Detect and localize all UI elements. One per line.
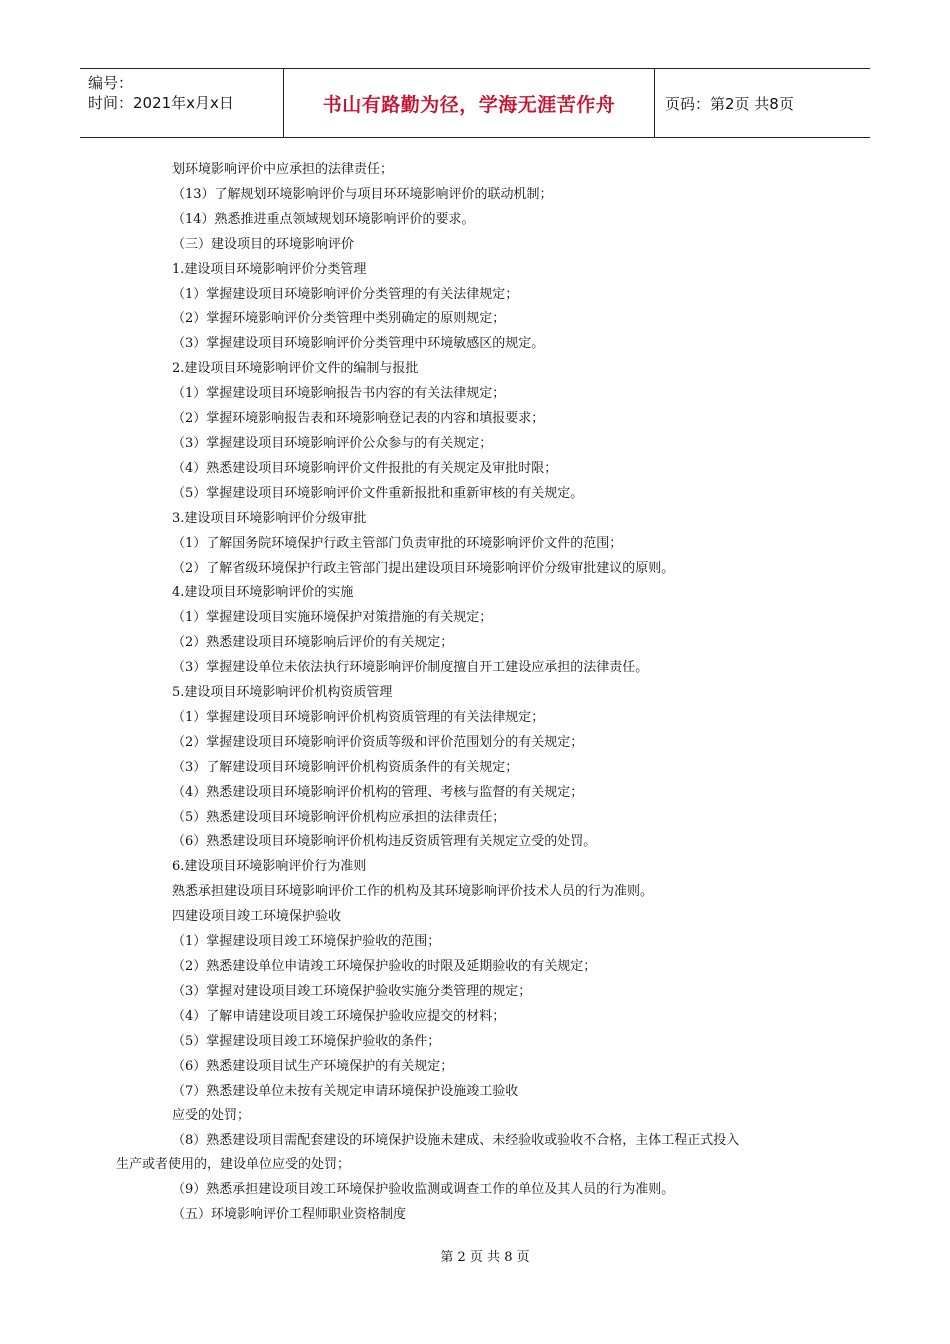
body-line: （3）掌握建设单位未依法执行环境影响评价制度擅自开工建设应承担的法律责任。 [172, 660, 649, 676]
body-paragraph-item-8 [144, 1129, 824, 1153]
page-number-label: 页码：第2页 共8页 [665, 94, 794, 113]
header-right-cell [655, 69, 870, 137]
body-line: （5）掌握建设项目竣工环境保护验收的条件； [172, 1033, 441, 1049]
body-line: （五）环境影响评价工程师职业资格制度 [172, 1207, 407, 1223]
body-paragraph-item-8-cont [116, 1153, 824, 1178]
body-line: （2）熟悉建设单位申请竣工环境保护验收的时限及延期验收的有关规定； [172, 959, 597, 974]
body-line: 5.建设项目环境影响评价机构资质管理 [172, 685, 393, 701]
body-line: （1）掌握建设项目环境影响报告书内容的有关法律规定； [172, 386, 506, 402]
body-line: 划环境影响评价中应承担的法律责任； [172, 162, 394, 177]
body-line: （2）掌握环境影响评价分类管理中类别确定的原则规定； [172, 311, 506, 327]
body-line: （4）熟悉建设项目环境影响评价机构的管理、考核与监督的有关规定； [172, 784, 584, 800]
body-line: （2）掌握环境影响报告表和环境影响登记表的内容和填报要求； [172, 411, 545, 427]
body-lines [144, 158, 824, 1129]
body-line: （6）熟悉建设项目试生产环境保护的有关规定； [172, 1058, 454, 1074]
body-line: （4）了解申请建设项目竣工环境保护验收应提交的材料； [172, 1008, 506, 1024]
body-line: （13）了解规划环境影响评价与项目环环境影响评价的联动机制； [172, 186, 553, 202]
body-tail-lines [144, 1178, 824, 1228]
body-line: 3.建设项目环境影响评价分级审批 [172, 510, 367, 526]
footer-page-number: 第 2 页 共 8 页 [440, 1250, 530, 1265]
header-motto: 书山有路勤为径，学海无涯苦作舟 [322, 93, 616, 116]
body-line: （三）建设项目的环境影响评价 [172, 236, 355, 252]
document-body [116, 158, 824, 1228]
body-line: 6.建设项目环境影响评价行为准则 [172, 859, 367, 875]
item-8-part-1: （8）熟悉建设项目需配套建设的环境保护设施未建成、未经验收或验收不合格，主体工程正式投入 [172, 1133, 740, 1149]
body-line: （4）熟悉建设项目环境影响评价文件报批的有关规定及审批时限； [172, 460, 558, 476]
body-line: （1）掌握建设项目竣工环境保护验收的范围； [172, 934, 441, 950]
header-middle-cell [283, 69, 655, 137]
body-line: （1）掌握建设项目环境影响评价机构资质管理的有关法律规定； [172, 709, 545, 725]
body-line: （14）熟悉推进重点领域规划环境影响评价的要求。 [172, 211, 475, 227]
body-line: （9）熟悉承担建设项目竣工环境保护验收监测或调查工作的单位及其人员的行为准则。 [172, 1182, 675, 1198]
body-line: 应受的处罚； [172, 1108, 251, 1124]
body-line: （3）掌握对建设项目竣工环境保护验收实施分类管理的规定； [172, 983, 532, 999]
body-line: （1）了解国务院环境保护行政主管部门负责审批的环境影响评价文件的范围； [172, 535, 623, 551]
body-line: （1）掌握建设项目实施环境保护对策措施的有关规定； [172, 610, 493, 626]
page-header [80, 68, 870, 138]
body-line: 熟悉承担建设项目环境影响评价工作的机构及其环境影响评价技术人员的行为准则。 [172, 884, 654, 900]
body-line: （7）熟悉建设单位未按有关规定申请环境保护设施竣工验收 [172, 1083, 519, 1099]
body-line: （5）掌握建设项目环境影响评价文件重新报批和重新审核的有关规定。 [172, 485, 584, 501]
body-line: 2.建设项目环境影响评价文件的编制与报批 [172, 361, 419, 377]
body-line: （3）掌握建设项目环境影响评价公众参与的有关规定； [172, 435, 493, 451]
item-8-part-2: 生产或者使用的，建设单位应受的处罚； [116, 1157, 351, 1173]
header-left-cell [80, 69, 283, 137]
body-line: 1.建设项目环境影响评价分类管理 [172, 261, 367, 277]
body-line: （6）熟悉建设项目环境影响评价机构违反资质管理有关规定立受的处罚。 [172, 834, 597, 850]
body-line: （3）掌握建设项目环境影响评价分类管理中环境敏感区的规定。 [172, 336, 545, 352]
body-line: 四建设项目竣工环境保护验收 [172, 909, 342, 925]
time-label: 时间：2021年x月x日 [88, 94, 234, 112]
body-line: （5）熟悉建设项目环境影响评价机构应承担的法律责任； [172, 809, 506, 825]
page-footer [0, 1246, 950, 1265]
body-line: （2）了解省级环境保护行政主管部门提出建设项目环境影响评价分级审批建议的原则。 [172, 560, 675, 576]
serial-label: 编号： [88, 74, 134, 92]
body-line: （3）了解建设项目环境影响评价机构资质条件的有关规定； [172, 759, 519, 775]
body-line: （1）掌握建设项目环境影响评价分类管理的有关法律规定； [172, 286, 519, 302]
body-line: 4.建设项目环境影响评价的实施 [172, 585, 354, 601]
body-line: （2）熟悉建设项目环境影响后评价的有关规定； [172, 635, 454, 651]
body-line: （2）掌握建设项目环境影响评价资质等级和评价范围划分的有关规定； [172, 734, 584, 750]
